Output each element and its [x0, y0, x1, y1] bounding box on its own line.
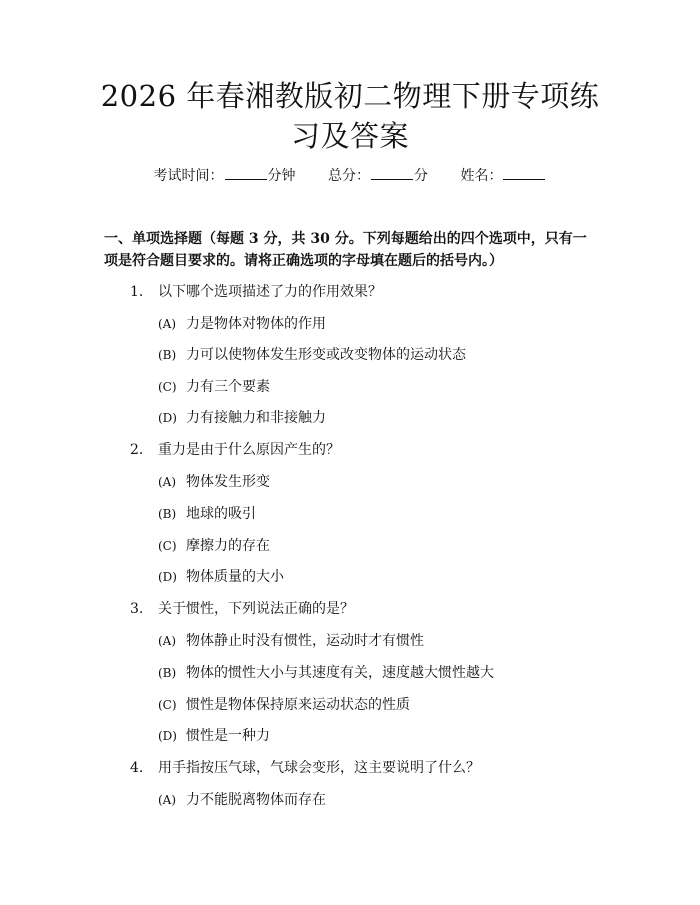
question-1-option-b [158, 345, 466, 365]
question-2-option-d [158, 567, 284, 587]
question-4 [130, 758, 480, 778]
option-text: 惯性是物体保持原来运动状态的性质 [186, 697, 410, 713]
option-text: 地球的吸引 [186, 506, 256, 522]
question-3-option-a [158, 631, 424, 651]
name-blank [503, 167, 545, 180]
option-text: 力不能脱离物体而存在 [186, 792, 326, 808]
total-score-field [328, 166, 428, 186]
question-3-option-d [158, 726, 270, 746]
option-letter: (B) [158, 666, 177, 680]
option-letter: (B) [158, 507, 177, 521]
score-unit: 分 [414, 168, 428, 184]
option-text: 物体的惯性大小与其速度有关，速度越大惯性越大 [186, 665, 494, 681]
exam-time-field [154, 166, 296, 186]
option-text: 物体发生形变 [186, 474, 270, 490]
question-text: 用手指按压气球，气球会变形，这主要说明了什么？ [158, 760, 480, 776]
option-text: 物体静止时没有惯性，运动时才有惯性 [186, 633, 424, 649]
question-3-option-c [158, 695, 410, 715]
option-text: 惯性是一种力 [186, 728, 270, 744]
question-2-option-b [158, 504, 256, 524]
option-letter: (D) [158, 411, 177, 425]
exam-meta-line [0, 166, 700, 186]
score-blank [371, 167, 413, 180]
question-4-option-a [158, 790, 326, 810]
option-letter: (C) [158, 380, 177, 394]
option-letter: (C) [158, 539, 177, 553]
question-number: 4. [130, 760, 144, 776]
option-text: 力有接触力和非接触力 [186, 410, 326, 426]
question-1 [130, 282, 382, 302]
option-letter: (D) [158, 729, 177, 743]
question-2 [130, 440, 340, 460]
question-number: 2. [130, 442, 144, 458]
option-text: 摩擦力的存在 [186, 538, 270, 554]
option-text: 物体质量的大小 [186, 569, 284, 585]
option-text: 力有三个要素 [186, 379, 270, 395]
score-label: 总分： [328, 168, 370, 184]
option-letter: (B) [158, 348, 177, 362]
question-3 [130, 599, 354, 619]
time-unit: 分钟 [267, 168, 296, 184]
option-letter: (D) [158, 570, 177, 584]
question-2-option-a [158, 472, 270, 492]
name-label: 姓名： [460, 168, 503, 184]
option-letter: (C) [158, 698, 177, 712]
question-3-option-b [158, 663, 494, 683]
question-number: 1. [130, 284, 144, 300]
question-text: 重力是由于什么原因产生的？ [158, 442, 340, 458]
option-text: 力可以使物体发生形变或改变物体的运动状态 [186, 347, 466, 363]
question-number: 3. [130, 601, 144, 617]
question-text: 关于惯性，下列说法正确的是？ [158, 601, 354, 617]
section-heading: 一、单项选择题（每题 3 分，共 30 分。下列每题给出的四个选项中，只有一项是符合题目要求的。请将正确选项的字母填在题后的括号内。） [104, 231, 587, 269]
question-1-option-c [158, 377, 270, 397]
option-letter: (A) [158, 793, 177, 807]
question-1-option-a [158, 314, 326, 334]
name-field [460, 166, 546, 186]
question-2-option-c [158, 536, 270, 556]
time-label: 考试时间： [153, 168, 224, 184]
option-letter: (A) [158, 475, 177, 489]
question-1-option-d [158, 408, 326, 428]
option-text: 力是物体对物体的作用 [186, 316, 326, 332]
option-letter: (A) [158, 317, 177, 331]
document-title: 2026 年春湘教版初二物理下册专项练习及答案 [100, 79, 600, 153]
question-text: 以下哪个选项描述了力的作用效果？ [158, 284, 382, 300]
time-blank [225, 167, 267, 180]
option-letter: (A) [158, 634, 177, 648]
